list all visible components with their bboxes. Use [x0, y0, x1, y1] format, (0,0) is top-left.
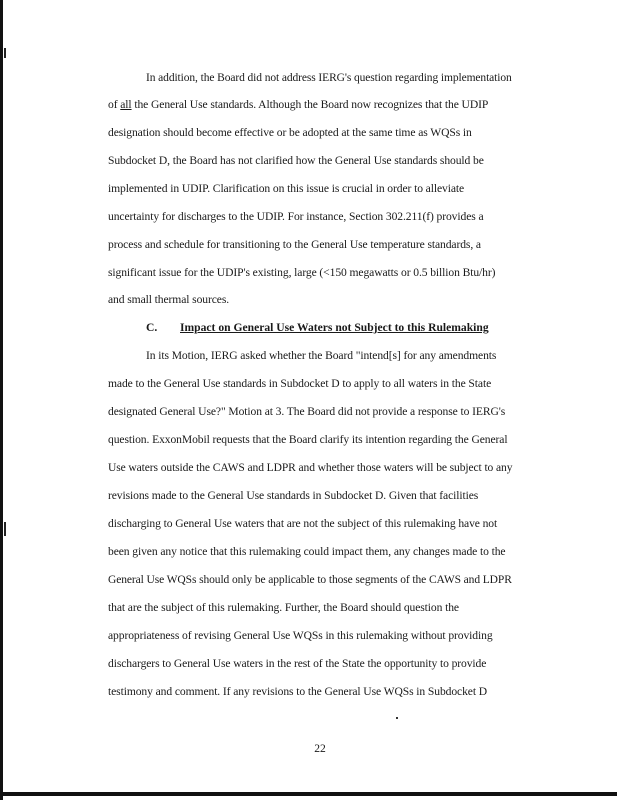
paragraph-1-line: Subdocket D, the Board has not clarified how the General Use standards should be: [108, 154, 484, 167]
scan-speck: [396, 717, 398, 719]
paragraph-1-line: significant issue for the UDIP's existing, large (<150 megawatts or 0.5 billion Btu/hr): [108, 266, 496, 279]
paragraph-2-line: made to the General Use standards in Subdocket D to apply to all waters in the State: [108, 377, 492, 390]
paragraph-1-line: uncertainty for discharges to the UDIP. For instance, Section 302.211(f) provides a: [108, 210, 484, 223]
emphasis-all: all: [120, 98, 132, 111]
paragraph-1-line: implemented in UDIP. Clarification on this issue is crucial in order to alleviate: [108, 182, 465, 195]
section-letter: C.: [146, 321, 158, 334]
paragraph-2-line: question. ExxonMobil requests that the Board clarify its intention regarding the General: [108, 433, 508, 446]
paragraph-2-line: appropriateness of revising General Use WQSs in this rulemaking without providing: [108, 629, 493, 642]
paragraph-1-line: of all the General Use standards. Although the Board now recognizes that the UDIP: [108, 98, 489, 111]
scan-left-border: [0, 0, 3, 800]
paragraph-2-line: designated General Use?" Motion at 3. The Board did not provide a response to IERG's: [108, 405, 506, 418]
paragraph-2-line: testimony and comment. If any revisions to the General Use WQSs in Subdocket D: [108, 685, 488, 698]
scan-mark: [4, 48, 6, 58]
paragraph-2-line: discharging to General Use waters that are not the subject of this rulemaking have not: [108, 517, 498, 530]
paragraph-2-line: that are the subject of this rulemaking. Further, the Board should question the: [108, 601, 459, 614]
paragraph-1-line: process and schedule for transitioning to the General Use temperature standards, a: [108, 238, 481, 251]
paragraph-1-line: In addition, the Board did not address IERG's question regarding implementation: [146, 71, 512, 84]
paragraph-2-line: been given any notice that this rulemaking could impact them, any changes made to the: [108, 545, 506, 558]
paragraph-2-line: revisions made to the General Use standards in Subdocket D. Given that facilities: [108, 489, 479, 502]
section-heading: [146, 321, 489, 335]
scan-bottom-border: [0, 792, 617, 796]
paragraph-2-line: General Use WQSs should only be applicable to those segments of the CAWS and LDPR: [108, 573, 512, 586]
page-number: 22: [314, 742, 326, 755]
paragraph-2-line: dischargers to General Use waters in the rest of the State the opportunity to provide: [108, 657, 487, 670]
paragraph-1-line: designation should become effective or be adopted at the same time as WQSs in: [108, 126, 472, 139]
section-title: Impact on General Use Waters not Subject to this Rulemaking: [180, 321, 489, 334]
scan-mark: [4, 522, 6, 536]
paragraph-1-line: and small thermal sources.: [108, 293, 230, 306]
paragraph-2-line: In its Motion, IERG asked whether the Board "intend[s] for any amendments: [146, 349, 497, 362]
paragraph-2-line: Use waters outside the CAWS and LDPR and whether those waters will be subject to any: [108, 461, 513, 474]
